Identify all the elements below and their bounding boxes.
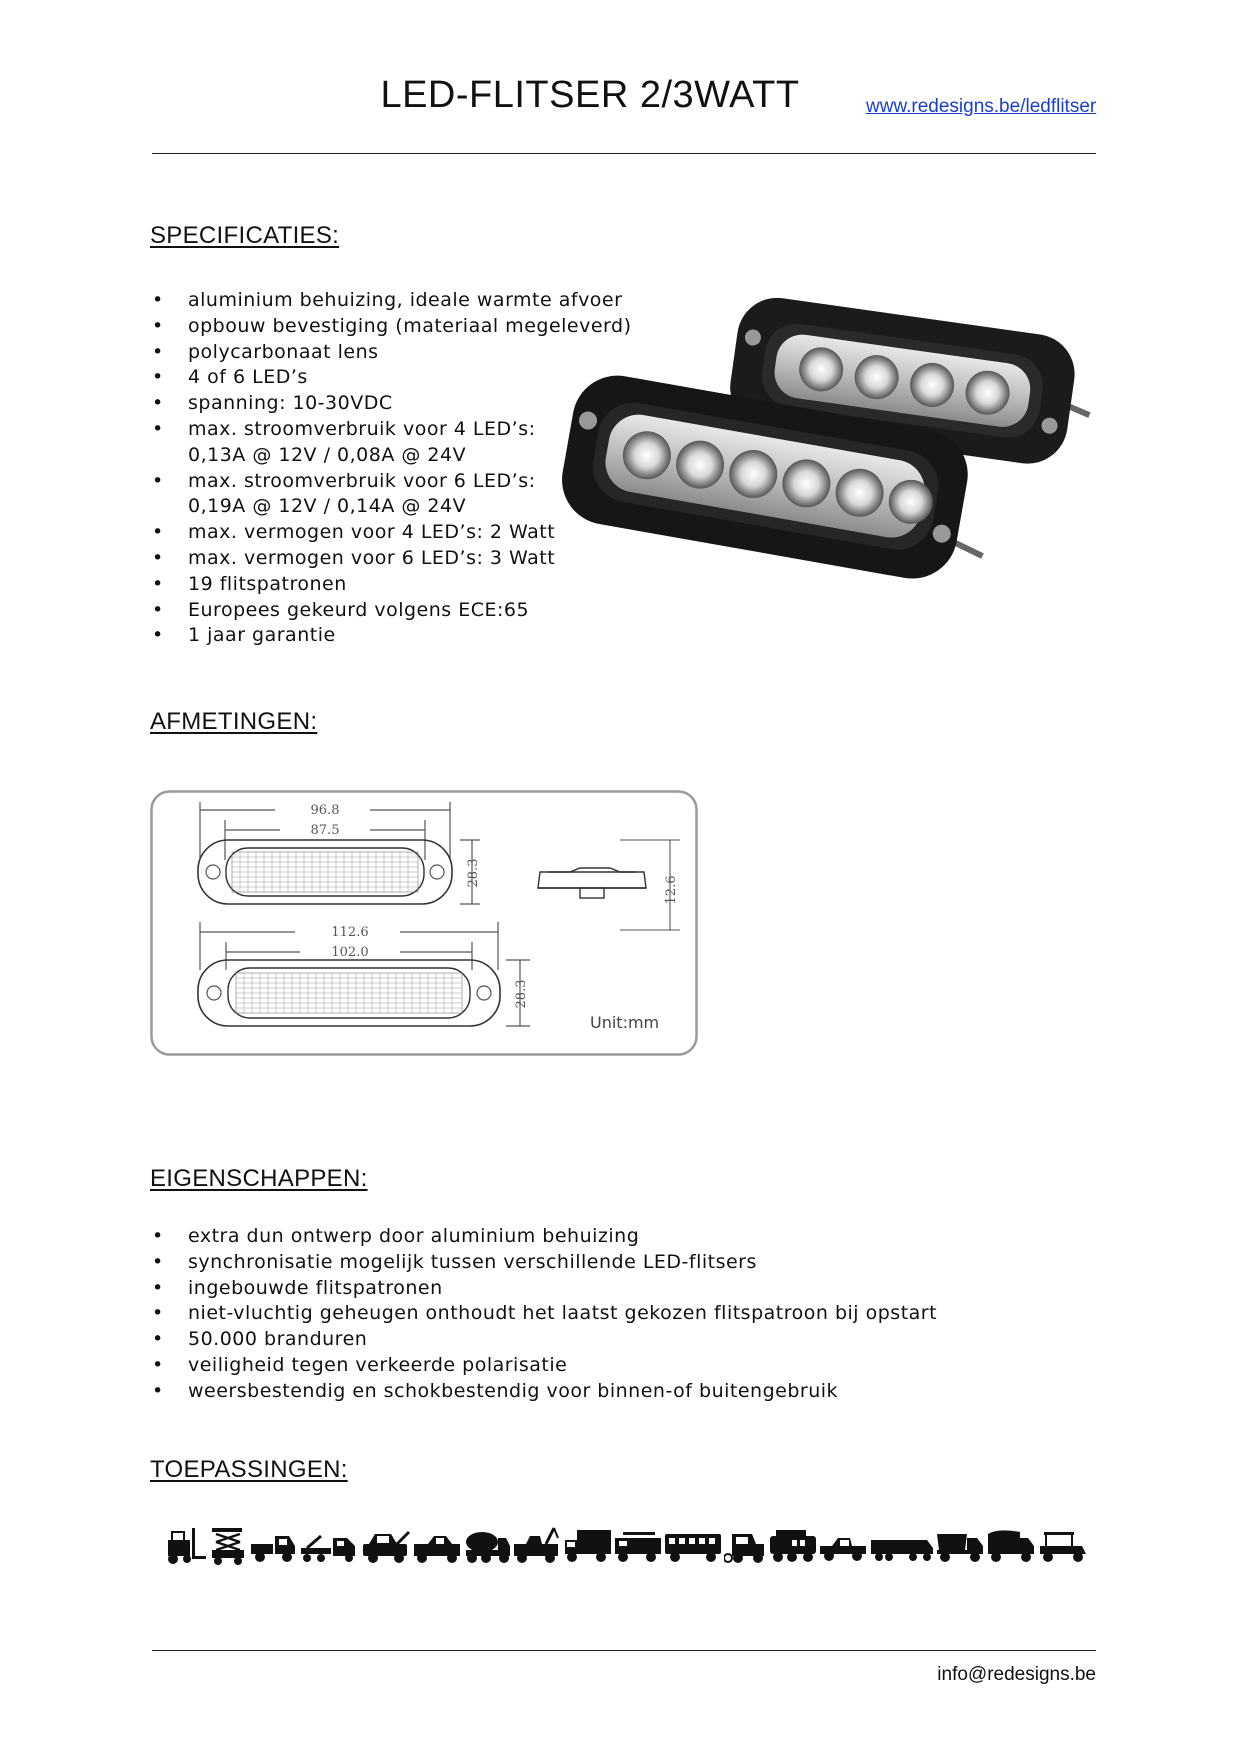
list-item: • niet-vluchtig geheugen onthoudt het laatst gekozen flitspatroon bij opstart [150, 1301, 937, 1327]
dimensions-heading: AFMETINGEN: [150, 708, 318, 735]
specifications-heading: SPECIFICATIES: [150, 222, 340, 249]
list-item: • synchronisatie mogelijk tussen verschillende LED-flitsers [150, 1250, 937, 1276]
forklift-icon [164, 1526, 208, 1566]
list-item: • max. vermogen voor 6 LED’s: 3 Watt [150, 546, 631, 572]
properties-heading: EIGENSCHAPPEN: [150, 1165, 368, 1192]
pickup-crane-icon [412, 1526, 462, 1566]
armored-truck-icon [768, 1526, 818, 1566]
list-item: • max. stroomverbruik voor 6 LED’s: 0,19A @ 12V / 0,14A @ 24V [150, 469, 631, 521]
dim-side-height: 12.6 [664, 875, 679, 905]
footer-divider [152, 1650, 1096, 1651]
list-item: • Europees gekeurd volgens ECE:65 [150, 598, 631, 624]
list-item: • max. stroomverbruik voor 4 LED’s: 0,13A @ 12V / 0,08A @ 24V [150, 417, 631, 469]
list-item: • ingebouwde flitspatronen [150, 1276, 937, 1302]
garbage-truck-icon [986, 1526, 1036, 1566]
dim-bottom-inner-width: 102.0 [331, 945, 369, 960]
list-item: • aluminium behuizing, ideale warmte afvoer [150, 288, 631, 314]
list-item: • weersbestendig en schokbestendig voor binnen-of buitengebruik [150, 1379, 937, 1405]
dump-truck-icon [935, 1526, 985, 1566]
tractor-trailer-icon [299, 1526, 361, 1566]
box-truck-icon [563, 1526, 613, 1566]
golf-cart-icon [1036, 1526, 1090, 1566]
contact-email: info@redesigns.be [937, 1664, 1096, 1685]
applications-heading: TOEPASSINGEN: [150, 1456, 348, 1483]
fire-truck-icon [613, 1526, 663, 1566]
unit-label: Unit:mm [590, 1013, 660, 1032]
list-item: • veiligheid tegen verkeerde polarisatie [150, 1353, 937, 1379]
page-title: LED-FLITSER 2/3WATT [380, 74, 800, 116]
list-item: • max. vermogen voor 4 LED’s: 2 Watt [150, 520, 631, 546]
product-photo [560, 295, 1100, 615]
list-item: • 50.000 branduren [150, 1327, 937, 1353]
dimensions-drawing [150, 790, 700, 1058]
list-item: • polycarbonaat lens [150, 340, 631, 366]
header-divider [152, 153, 1096, 154]
school-bus-icon [663, 1526, 723, 1566]
pickup-truck-icon [818, 1526, 868, 1566]
utility-cart-icon [249, 1526, 299, 1566]
list-item: • 19 flitspatronen [150, 572, 631, 598]
properties-list [150, 1224, 937, 1405]
dim-top-outer-width: 96.8 [310, 803, 340, 818]
tow-truck-icon [361, 1526, 411, 1566]
dim-top-inner-width: 87.5 [310, 823, 340, 838]
list-item: • spanning: 10-30VDC [150, 391, 631, 417]
street-sweeper-icon [724, 1526, 768, 1566]
wrecker-icon [512, 1526, 562, 1566]
vehicle-icons-row [164, 1520, 1090, 1566]
list-item: • 1 jaar garantie [150, 623, 631, 649]
list-item: • opbouw bevestiging (materiaal megeleverd) [150, 314, 631, 340]
list-item: • 4 of 6 LED’s [150, 365, 631, 391]
scissor-lift-icon [208, 1526, 248, 1566]
dim-bottom-outer-width: 112.6 [331, 925, 369, 940]
list-item: • extra dun ontwerp door aluminium behuizing [150, 1224, 937, 1250]
cement-mixer-icon [462, 1526, 512, 1566]
dim-bottom-height: 28.3 [514, 979, 529, 1009]
dim-top-height: 28.3 [466, 858, 481, 888]
website-link[interactable]: www.redesigns.be/ledflitser [866, 96, 1097, 117]
semi-truck-icon [869, 1526, 935, 1566]
